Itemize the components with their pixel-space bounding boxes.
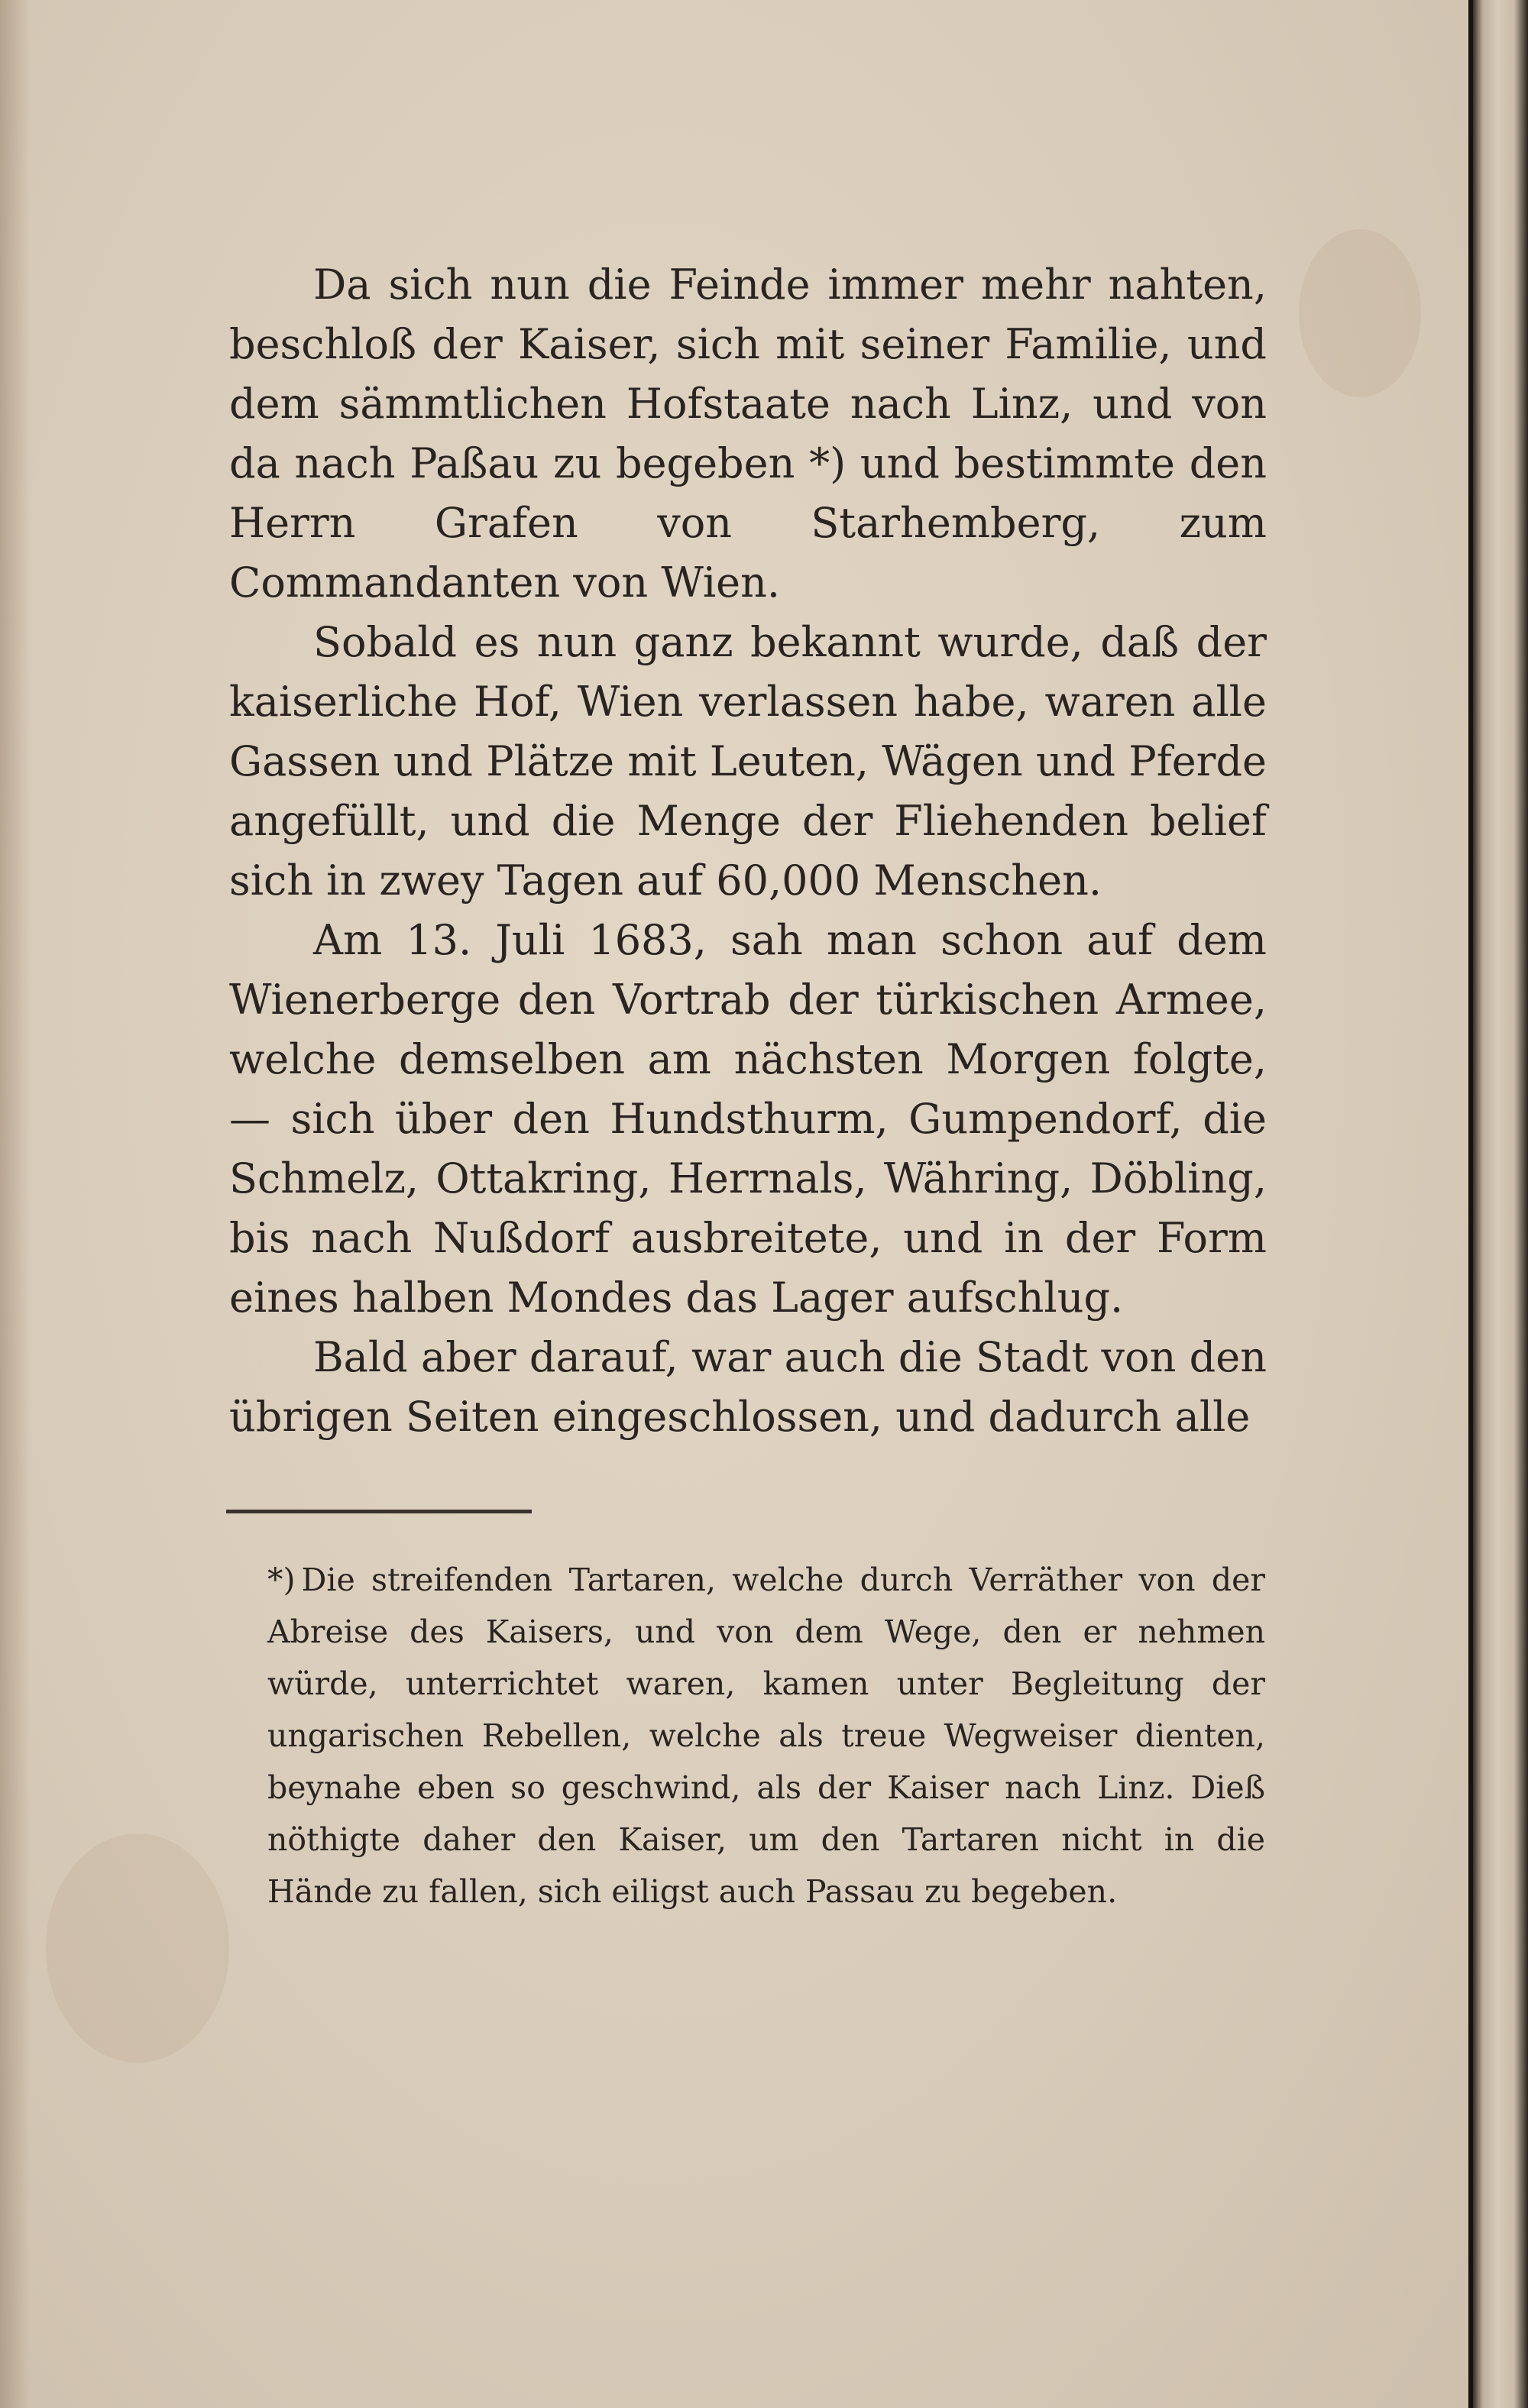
paper-stain — [1299, 229, 1421, 397]
page-gutter-shadow — [0, 0, 31, 2408]
footnote-separator — [226, 1510, 532, 1513]
page-edge — [1473, 0, 1528, 2408]
paper-stain — [46, 1834, 229, 2063]
main-text — [229, 255, 1267, 1447]
paragraph-3: Am 13. Juli 1683, sah man schon auf dem Wienerberge den Vortrab der türkischen Armee, welche demselben am nächsten Morgen folgte, — sich über den Hundsthurm, Gumpendorf, die Schmelz, Ottakring, Herrnals, Währing, Döbling, bis nach Nußdorf ausbreitete, und in der Form eines halben Mondes das Lager aufschlug. — [229, 916, 1267, 1322]
footnote-text: Die streifenden Tartaren, welche durch Verräther von der Abreise des Kaisers, und von dem Wege, den er nehmen würde, unterrichtet waren, kamen unter Begleitung der ungarischen Rebellen, welche als treue Wegweiser dienten, beynahe eben so geschwind, als der Kaiser nach Linz. Dieß nöthigte daher den Kaiser, um den Tartaren nicht in die Hände zu fallen, sich eiligst auch Passau zu begeben. — [267, 1562, 1265, 1910]
footnote-marker: *) — [267, 1562, 296, 1598]
footnote — [267, 1554, 1265, 1918]
paragraph-4: Bald aber darauf, war auch die Stadt von den übrigen Seiten eingeschlossen, und dadurch alle — [229, 1333, 1267, 1441]
paragraph-2: Sobald es nun ganz bekannt wurde, daß der kaiserliche Hof, Wien verlassen habe, waren alle Gassen und Plätze mit Leuten, Wägen und Pferde angefüllt, und die Menge der Fliehenden belief sich in zwey Tagen auf 60,000 Menschen. — [229, 618, 1267, 905]
paragraph-1: Da sich nun die Feinde immer mehr nahten, beschloß der Kaiser, sich mit seiner Familie, und dem sämmtlichen Hofstaate nach Linz, und von da nach Paßau zu begeben *) und bestimmte den Herrn Grafen von Starhemberg, zum Commandanten von Wien. — [229, 261, 1267, 607]
